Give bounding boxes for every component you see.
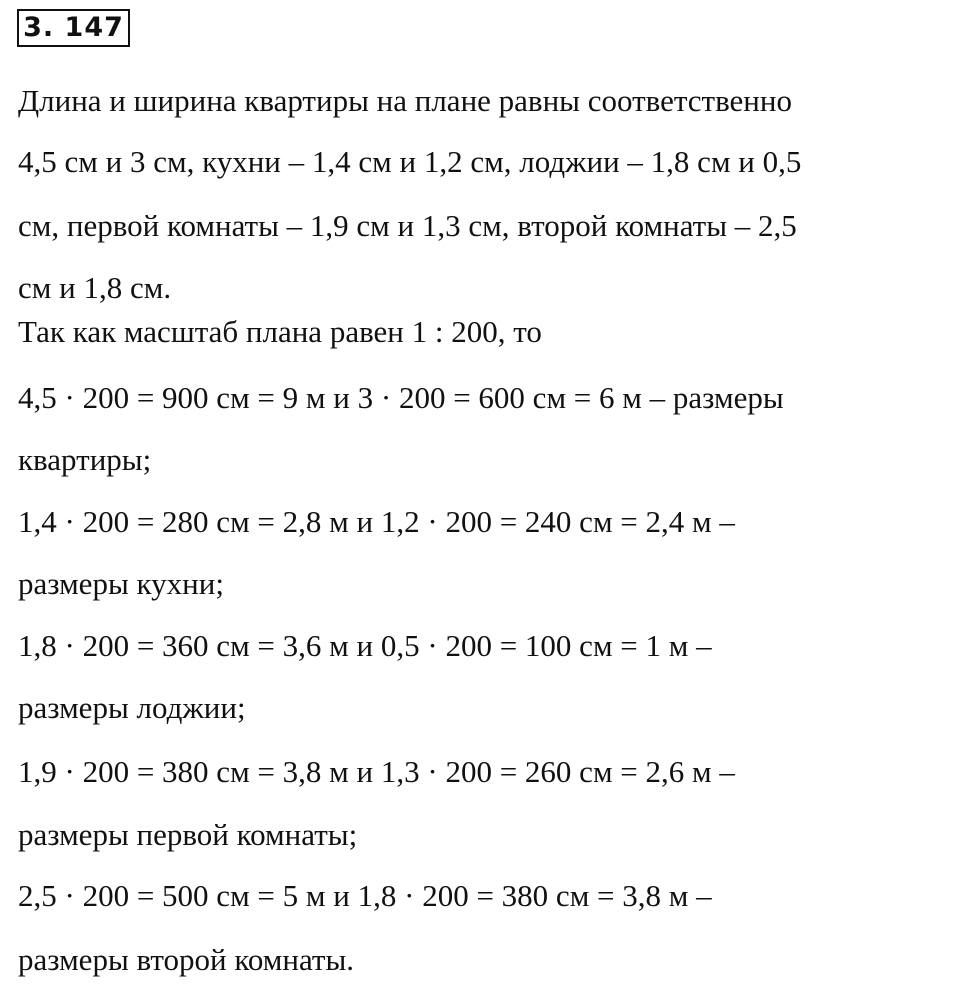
- equation-line: 1,8 · 200 = 360 см = 3,6 м и 0,5 · 200 = 100 см = 1 м –: [18, 628, 712, 663]
- text-line: 4,5 см и 3 см, кухни – 1,4 см и 1,2 см, лоджии – 1,8 см и 0,5: [18, 144, 802, 179]
- equation-line: 1,4 · 200 = 280 см = 2,8 м и 1,2 · 200 = 240 см = 2,4 м –: [18, 504, 735, 539]
- text-line: размеры первой комнаты;: [18, 817, 358, 852]
- text-line: Длина и ширина квартиры на плане равны соответственно: [18, 83, 792, 118]
- text-line: размеры лоджии;: [18, 690, 246, 725]
- text-line: см и 1,8 см.: [18, 270, 172, 305]
- text-line: см, первой комнаты – 1,9 см и 1,3 см, второй комнаты – 2,5: [18, 208, 797, 243]
- equation-line: 4,5 · 200 = 900 см = 9 м и 3 · 200 = 600 см = 6 м – размеры: [18, 380, 784, 415]
- equation-line: 2,5 · 200 = 500 см = 5 м и 1,8 · 200 = 380 см = 3,8 м –: [18, 878, 712, 913]
- equation-line: 1,9 · 200 = 380 см = 3,8 м и 1,3 · 200 = 260 см = 2,6 м –: [18, 754, 735, 789]
- text-line: размеры кухни;: [18, 566, 224, 601]
- text-line: Так как масштаб плана равен 1 : 200, то: [18, 314, 542, 349]
- text-line: размеры второй комнаты.: [18, 942, 355, 977]
- text-line: квартиры;: [18, 442, 152, 477]
- problem-number-box: 3. 147: [17, 9, 130, 47]
